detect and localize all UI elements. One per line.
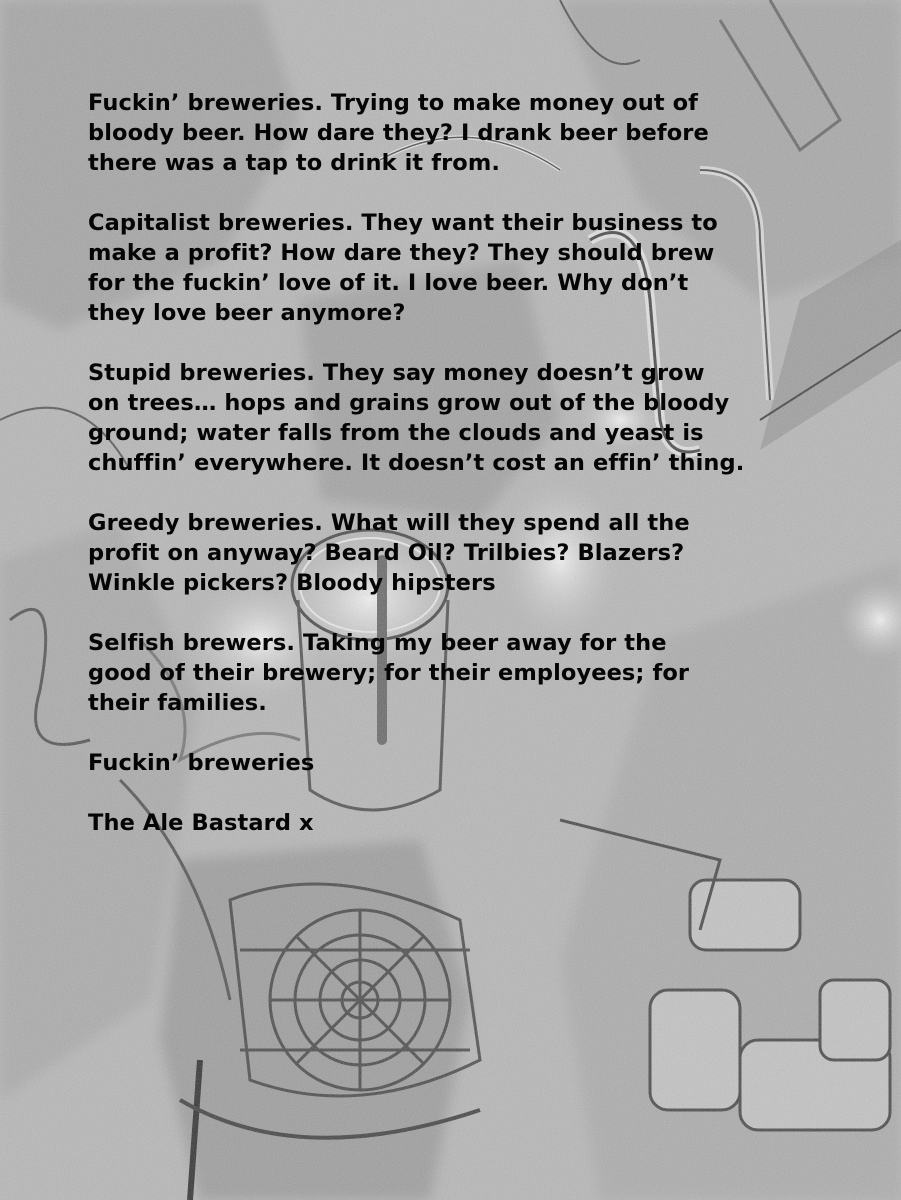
text-line: bloody beer. How dare they? I drank beer before [88, 120, 709, 146]
paragraph-1 [88, 88, 808, 178]
text-line: their families. [88, 690, 267, 716]
text-line: Selfish brewers. Taking my beer away for the [88, 630, 667, 656]
text-line: chuffin’ everywhere. It doesn’t cost an effin’ thing. [88, 450, 745, 476]
text-line: Capitalist breweries. They want their business to [88, 210, 718, 236]
text-line: Winkle pickers? Bloody hipsters [88, 570, 496, 596]
text-line: Fuckin’ breweries. Trying to make money out of [88, 90, 699, 116]
text-line: profit on anyway? Beard Oil? Trilbies? Blazers? [88, 540, 685, 566]
letter-text [88, 88, 808, 868]
signature [88, 808, 808, 838]
text-line: Stupid breweries. They say money doesn’t grow [88, 360, 705, 386]
text-line: good of their brewery; for their employees; for [88, 660, 690, 686]
text-line: on trees… hops and grains grow out of the bloody [88, 390, 730, 416]
text-line: they love beer anymore? [88, 300, 406, 326]
text-line: Fuckin’ breweries [88, 750, 315, 776]
paragraph-5 [88, 628, 808, 718]
paragraph-2 [88, 208, 808, 328]
text-line: make a profit? How dare they? They should brew [88, 240, 715, 266]
text-line: Greedy breweries. What will they spend all the [88, 510, 690, 536]
signature-text: The Ale Bastard x [88, 810, 314, 836]
paragraph-4 [88, 508, 808, 598]
text-line: ground; water falls from the clouds and yeast is [88, 420, 704, 446]
paragraph-3 [88, 358, 808, 478]
text-line: there was a tap to drink it from. [88, 150, 501, 176]
text-line: for the fuckin’ love of it. I love beer. Why don’t [88, 270, 689, 296]
closing-line [88, 748, 808, 778]
